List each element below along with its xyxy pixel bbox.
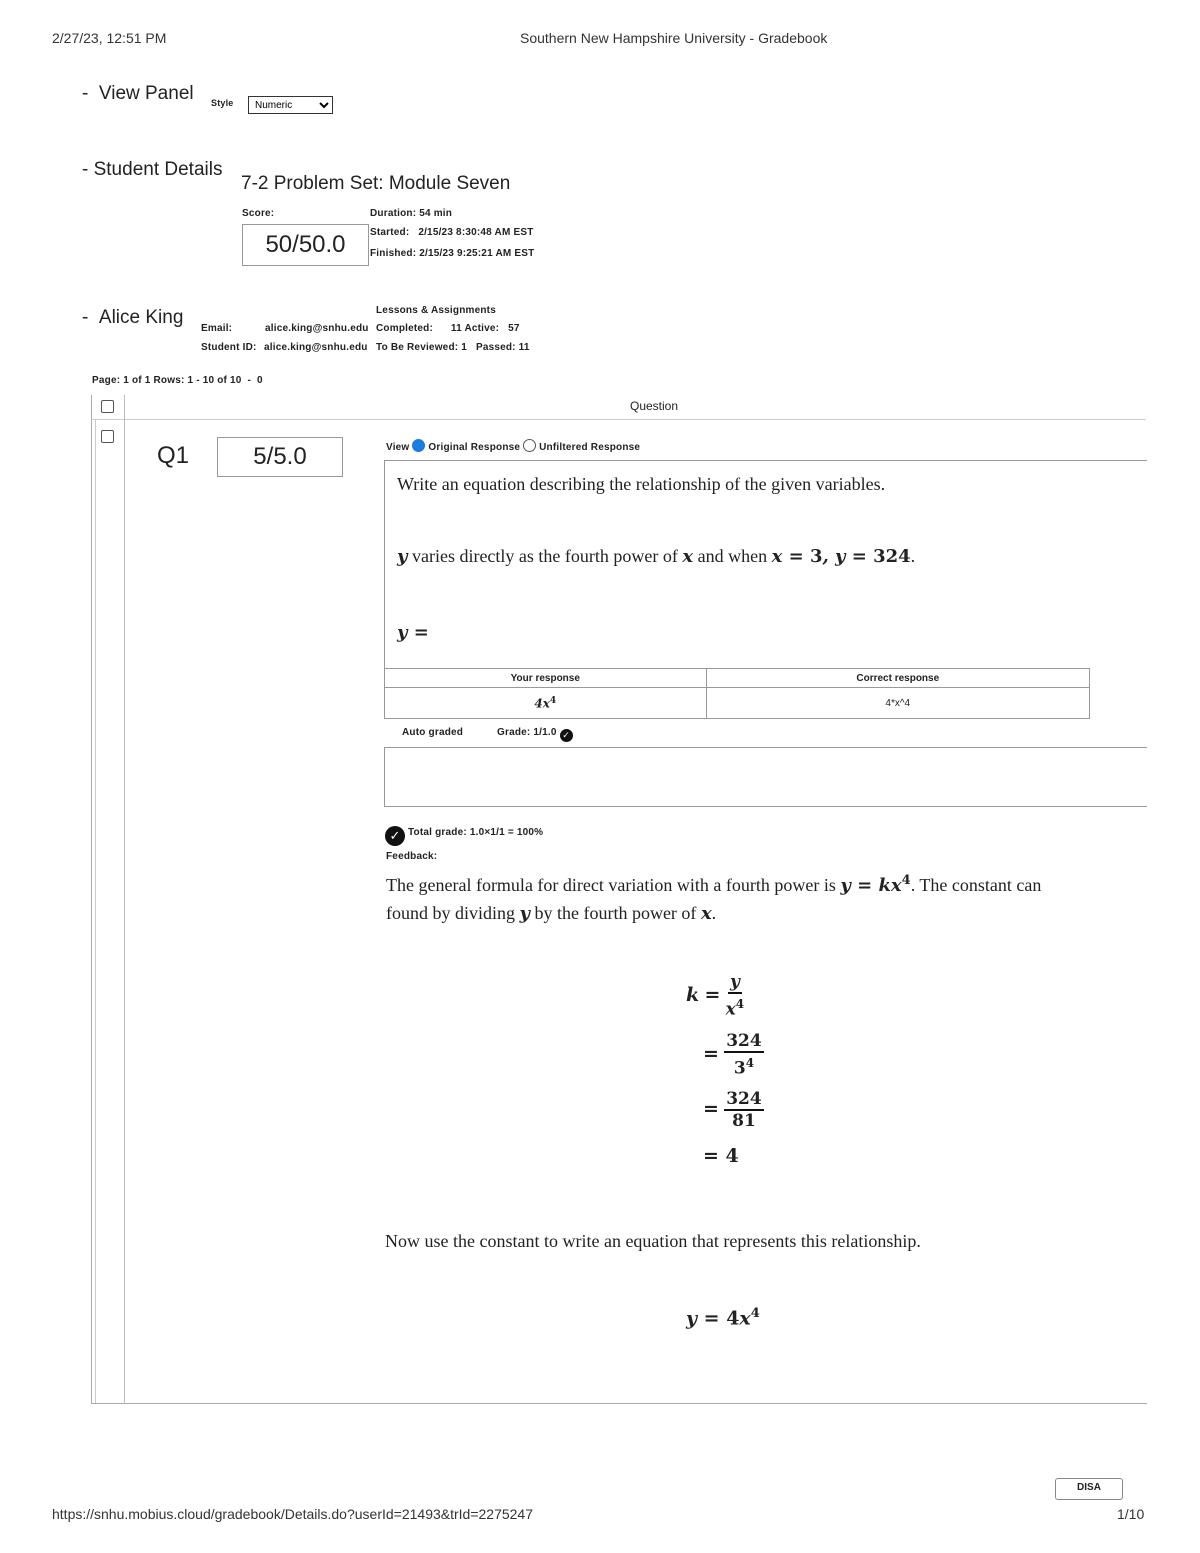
feedback-label: Feedback:: [386, 851, 438, 862]
original-response-label: Original Response: [428, 442, 521, 453]
check-circle-icon: ✓: [560, 729, 573, 742]
score-label: Score:: [242, 208, 275, 219]
duration: Duration: 54 min: [370, 208, 453, 219]
var-x: x: [682, 546, 694, 567]
lessons-heading: Lessons & Assignments: [376, 305, 496, 316]
started-time: Started: 2/15/23 8:30:48 AM EST: [370, 227, 534, 238]
your-response-value: 4x: [534, 696, 550, 711]
derivation-step-1: k = $\frac{y}{x^4}$: [686, 972, 745, 1020]
grade-line: [497, 727, 573, 742]
question-statement: y varies directly as the fourth power of x and when x = 3, y = 324.: [397, 546, 916, 567]
view-label: View: [386, 442, 410, 453]
grid-inner-border: [95, 420, 96, 1403]
print-datetime: 2/27/23, 12:51 PM: [52, 30, 167, 46]
student-details-title: Student Details: [93, 159, 223, 180]
answer-label: y =: [397, 622, 429, 643]
final-equation: $y = 4x^4$: [686, 1306, 760, 1330]
var-y: y: [397, 546, 408, 567]
grade-value: Grade: 1/1.0: [497, 727, 557, 738]
view-options: [386, 439, 640, 453]
reviewed-passed: To Be Reviewed: 1 Passed: 11: [376, 342, 530, 353]
total-score: 50/50.0: [242, 224, 369, 266]
grid-column-divider: [124, 395, 125, 1403]
style-select[interactable]: [248, 96, 333, 114]
row-select-checkbox[interactable]: [101, 430, 114, 443]
auto-graded-label: Auto graded: [402, 727, 464, 738]
check-circle-icon: ✓: [385, 826, 405, 846]
feedback-text-2b: by the fourth power of: [534, 903, 697, 923]
var-y: y: [519, 903, 530, 924]
student-toggle[interactable]: [82, 307, 183, 329]
student-email: alice.king@snhu.edu: [265, 323, 369, 334]
your-response-header: Your response: [385, 669, 707, 688]
feedback-text-2a: found by dividing: [386, 903, 515, 923]
feedback-paragraph-3: Now use the constant to write an equation that represents this relationship.: [385, 1231, 921, 1251]
derivation-step-2: = $\frac{324}{3^4}$: [703, 1031, 762, 1079]
collapse-toggle-icon: -: [82, 83, 89, 104]
derivation-step-4: = 4: [703, 1145, 739, 1167]
condition-math: x = 3, y = 324: [771, 546, 911, 567]
collapse-toggle-icon: -: [82, 307, 89, 328]
your-response-exponent: 4: [549, 695, 557, 706]
style-label: Style: [211, 98, 234, 108]
student-id-label: Student ID:: [201, 342, 257, 353]
email-label: Email:: [201, 323, 233, 334]
completed-active: Completed: 11 Active: 57: [376, 323, 520, 334]
statement-text-1: varies directly as the fourth power of: [407, 546, 683, 566]
student-name: Alice King: [98, 307, 184, 328]
pager-info: Page: 1 of 1 Rows: 1 - 10 of 10 - 0: [92, 375, 263, 386]
assignment-title: 7-2 Problem Set: Module Seven: [241, 173, 511, 194]
formula-y-kx4: $y = kx^4$: [840, 873, 911, 896]
select-all-checkbox[interactable]: [101, 400, 114, 413]
unfiltered-response-radio[interactable]: [523, 439, 536, 452]
correct-response-value: 4*x^4: [706, 688, 1089, 719]
total-grade-line: [385, 826, 543, 846]
print-page-number: 1/10: [1117, 1506, 1145, 1522]
student-id: alice.king@snhu.edu: [264, 342, 368, 353]
collapse-toggle-icon: -: [82, 159, 89, 180]
derivation-step-3: = $\frac{324}{81}$: [703, 1089, 762, 1131]
var-x: x: [700, 903, 712, 924]
finished-time: Finished: 2/15/23 9:25:21 AM EST: [370, 248, 535, 259]
question-column-header: Question: [630, 399, 679, 413]
response-table: [384, 668, 1090, 719]
print-page-title: Southern New Hampshire University - Gradebook: [520, 30, 828, 46]
unfiltered-response-label: Unfiltered Response: [539, 442, 641, 453]
total-grade: Total grade: 1.0×1/1 = 100%: [407, 827, 544, 838]
feedback-text-1: The general formula for direct variation with a fourth power is: [386, 875, 836, 895]
question-score: 5/5.0: [217, 437, 343, 477]
feedback-text-1-end: . The constant can: [910, 875, 1042, 895]
correct-response-header: Correct response: [706, 669, 1089, 688]
question-prompt: Write an equation describing the relationship of the given variables.: [397, 474, 886, 494]
comment-box[interactable]: [384, 747, 1147, 807]
original-response-radio[interactable]: [412, 439, 425, 452]
feedback-paragraph-1: [386, 873, 1146, 896]
print-url: https://snhu.mobius.cloud/gradebook/Details.do?userId=21493&trId=2275247: [52, 1506, 534, 1522]
view-panel-title: View Panel: [98, 83, 194, 104]
view-panel-toggle[interactable]: [82, 83, 194, 105]
feedback-paragraph-2: found by dividing y by the fourth power of x.: [386, 903, 717, 924]
disa-badge: DISA: [1055, 1478, 1123, 1500]
your-response-cell: [385, 688, 707, 719]
grid-header-row: [91, 395, 1146, 420]
student-details-toggle[interactable]: [82, 159, 222, 181]
question-number: Q1: [157, 442, 190, 469]
statement-text-2: and when: [693, 546, 772, 566]
